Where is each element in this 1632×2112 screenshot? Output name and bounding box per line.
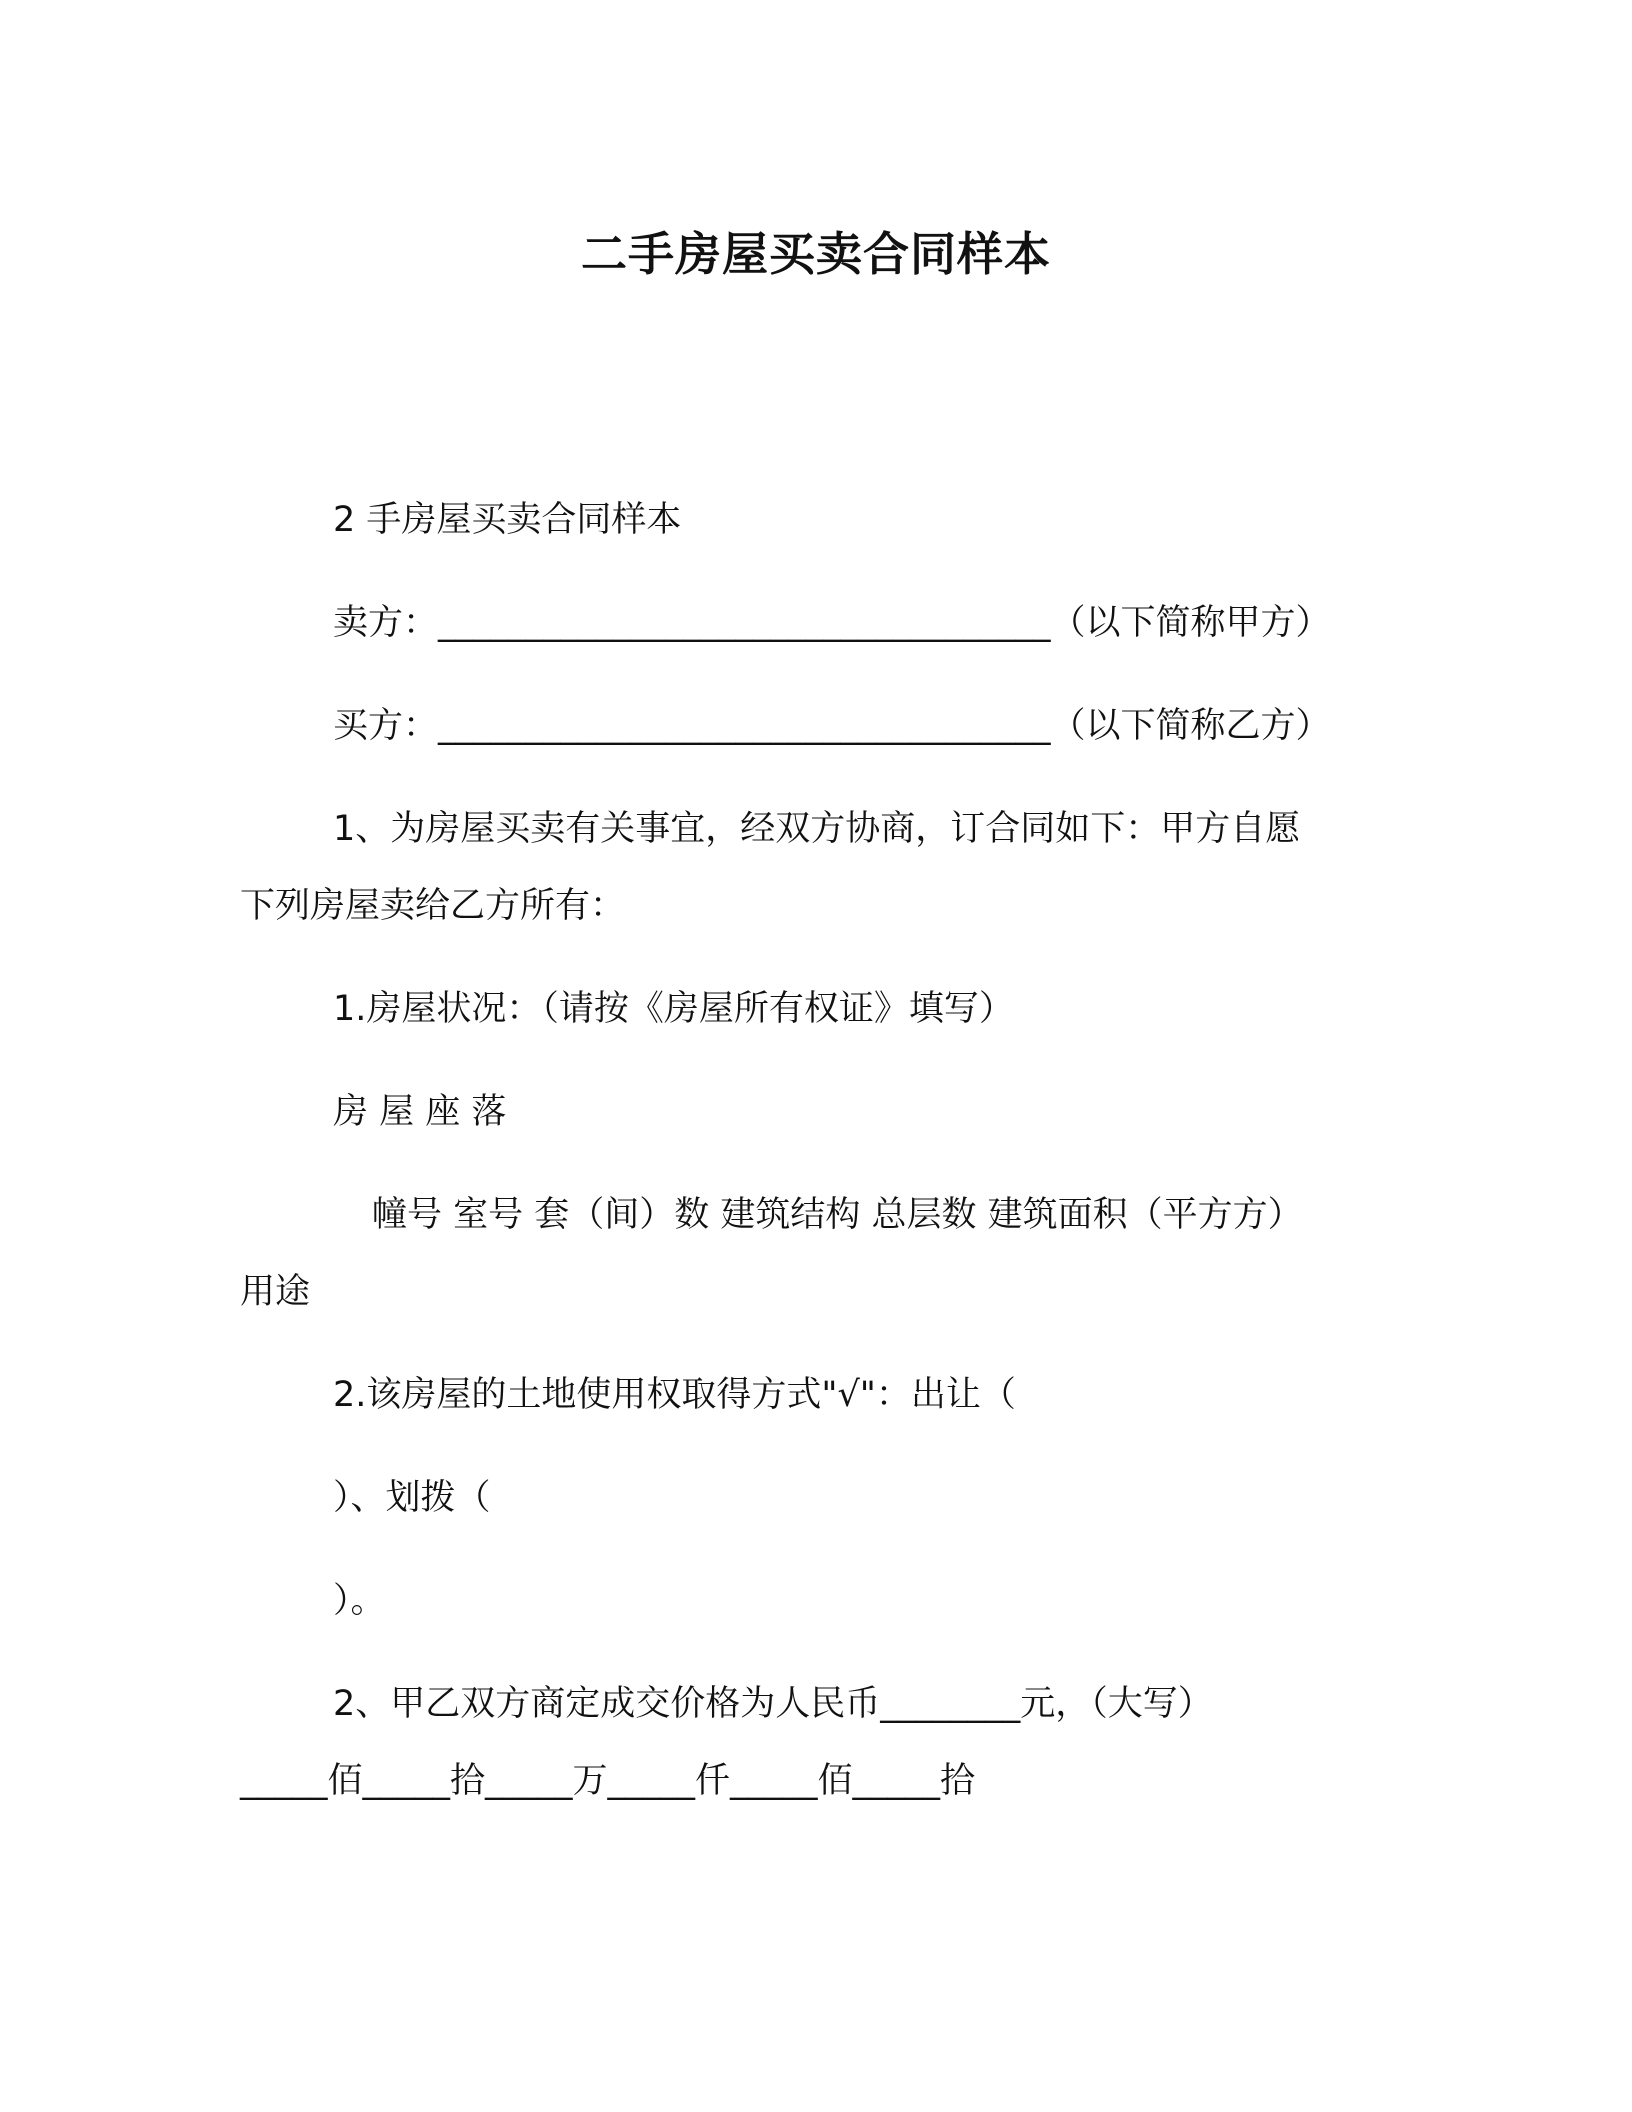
subtitle-line: 2 手房屋买卖合同样本	[333, 500, 682, 540]
seller-line: 卖方：___________________________________（以下简称甲方）	[333, 603, 1331, 643]
house-location-line: 房 屋 座 落	[333, 1092, 507, 1132]
land-right-line: 2.该房屋的土地使用权取得方式"√"：出让（	[333, 1375, 1016, 1415]
house-usage-line: 用途	[240, 1272, 311, 1312]
price-line: 2、甲乙双方商定成交价格为人民币________元，（大写）	[333, 1684, 1213, 1724]
price-amount-line: _____佰_____拾_____万_____仟_____佰_____拾	[240, 1761, 976, 1801]
land-allocation-line: ）、划拨（	[333, 1478, 491, 1518]
house-status-line: 1.房屋状况：（请按《房屋所有权证》填写）	[333, 989, 1014, 1029]
land-right-close-line: ）。	[333, 1581, 386, 1621]
house-fields-line: 幢号 室号 套（间）数 建筑结构 总层数 建筑面积（平方方）	[372, 1195, 1303, 1235]
document-title: 二手房屋买卖合同样本	[581, 227, 1051, 281]
clause-1-continuation: 下列房屋卖给乙方所有：	[240, 886, 626, 926]
clause-1-line: 1、为房屋买卖有关事宜，经双方协商，订合同如下：甲方自愿	[333, 809, 1301, 849]
buyer-line: 买方：___________________________________（以下简称乙方）	[333, 706, 1331, 746]
